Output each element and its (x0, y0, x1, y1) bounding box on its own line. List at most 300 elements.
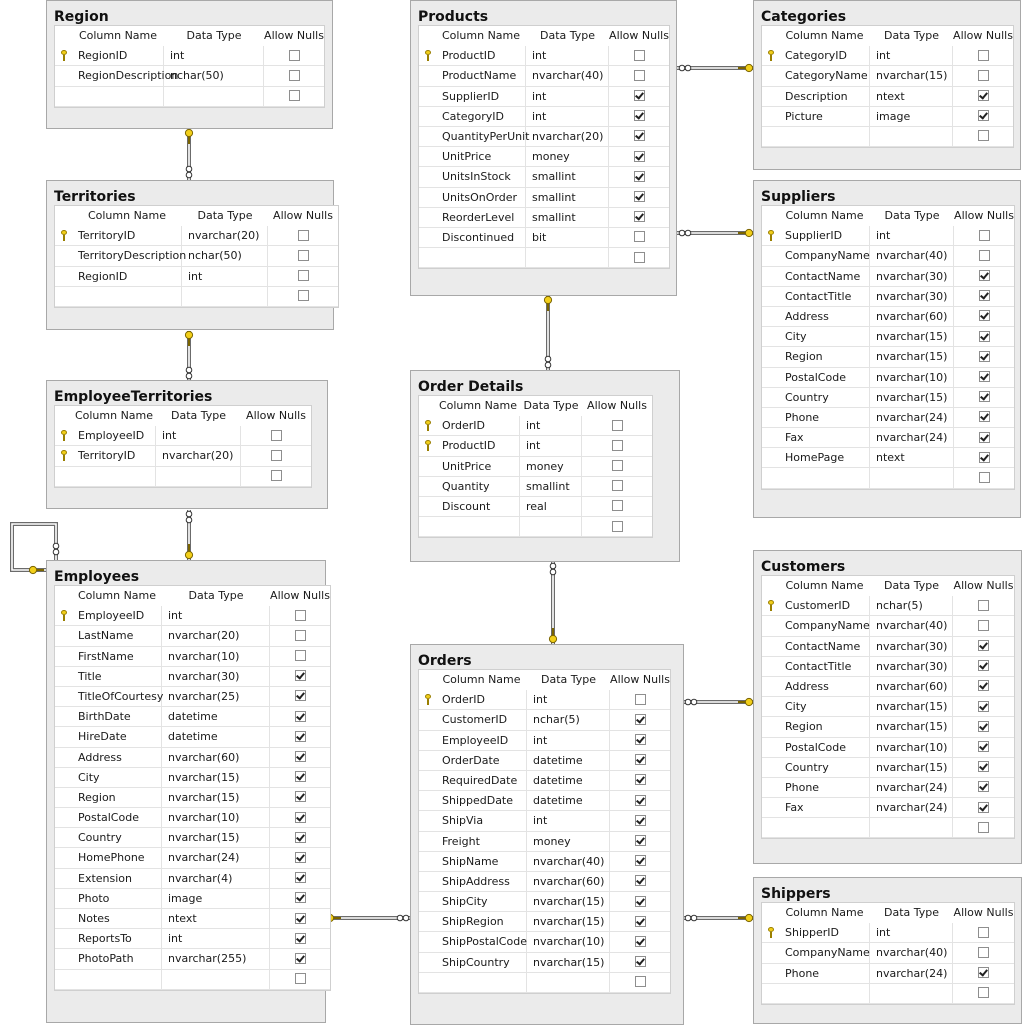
data-type-cell[interactable] (527, 973, 610, 993)
allow-nulls-cell[interactable] (953, 778, 1014, 798)
column-row[interactable] (419, 710, 670, 730)
allow-nulls-cell[interactable] (610, 731, 670, 751)
data-type-cell[interactable]: money (526, 147, 609, 167)
allow-nulls-cell[interactable] (610, 771, 670, 791)
allow-nulls-cell[interactable] (270, 768, 330, 788)
allow-nulls-checkbox[interactable] (634, 252, 645, 263)
row-selector[interactable] (55, 929, 72, 949)
allow-nulls-checkbox[interactable] (295, 690, 306, 701)
data-type-cell[interactable]: nchar(5) (527, 710, 610, 730)
allow-nulls-cell[interactable] (953, 964, 1014, 984)
new-column-row[interactable] (419, 973, 670, 993)
data-type-cell[interactable]: int (870, 46, 953, 66)
allow-nulls-checkbox[interactable] (298, 230, 309, 241)
data-type-cell[interactable]: nvarchar(15) (870, 347, 954, 367)
column-name-cell[interactable]: HomePhone (72, 848, 162, 868)
allow-nulls-checkbox[interactable] (634, 130, 645, 141)
allow-nulls-cell[interactable] (270, 869, 330, 889)
new-column-row[interactable] (55, 87, 324, 107)
allow-nulls-checkbox[interactable] (295, 650, 306, 661)
column-row[interactable] (419, 416, 652, 436)
allow-nulls-cell[interactable] (270, 727, 330, 747)
column-row[interactable] (55, 929, 330, 949)
data-type-cell[interactable]: int (182, 267, 268, 287)
column-row[interactable] (762, 388, 1014, 408)
data-type-cell[interactable]: nvarchar(60) (162, 748, 270, 768)
allow-nulls-cell[interactable] (954, 448, 1014, 468)
column-name-cell[interactable]: Discontinued (436, 228, 526, 248)
column-row[interactable] (762, 758, 1014, 778)
data-type-cell[interactable]: int (526, 107, 609, 127)
row-selector[interactable] (762, 448, 779, 468)
allow-nulls-cell[interactable] (610, 892, 670, 912)
column-name-cell[interactable]: UnitPrice (436, 147, 526, 167)
column-row[interactable] (419, 107, 669, 127)
allow-nulls-cell[interactable] (270, 848, 330, 868)
row-selector[interactable] (419, 932, 436, 952)
allow-nulls-checkbox[interactable] (978, 660, 989, 671)
data-type-cell[interactable]: real (520, 497, 582, 517)
allow-nulls-cell[interactable] (610, 710, 670, 730)
allow-nulls-checkbox[interactable] (635, 855, 646, 866)
column-row[interactable] (762, 596, 1014, 616)
allow-nulls-cell[interactable] (953, 798, 1014, 818)
allow-nulls-checkbox[interactable] (978, 50, 989, 61)
data-type-cell[interactable]: int (527, 731, 610, 751)
allow-nulls-checkbox[interactable] (295, 610, 306, 621)
column-name-cell[interactable]: ShipRegion (436, 912, 527, 932)
allow-nulls-checkbox[interactable] (978, 741, 989, 752)
column-row[interactable] (55, 267, 338, 287)
column-name-cell[interactable]: UnitsOnOrder (436, 188, 526, 208)
allow-nulls-checkbox[interactable] (635, 795, 646, 806)
column-name-cell[interactable]: CategoryID (436, 107, 526, 127)
row-selector[interactable] (762, 127, 779, 147)
data-type-cell[interactable]: money (520, 457, 582, 477)
data-type-cell[interactable]: smallint (526, 188, 609, 208)
column-row[interactable] (55, 768, 330, 788)
allow-nulls-cell[interactable] (609, 46, 669, 66)
row-selector[interactable] (419, 832, 436, 852)
allow-nulls-checkbox[interactable] (635, 936, 646, 947)
data-type-cell[interactable]: nvarchar(40) (526, 66, 609, 86)
allow-nulls-cell[interactable] (270, 707, 330, 727)
column-name-cell[interactable]: Country (779, 388, 870, 408)
column-name-cell[interactable]: PostalCode (779, 368, 870, 388)
data-type-cell[interactable]: nvarchar(20) (526, 127, 609, 147)
column-name-cell[interactable]: Region (779, 717, 870, 737)
column-row[interactable] (55, 626, 330, 646)
row-selector[interactable] (55, 606, 72, 626)
table-territories[interactable] (46, 180, 334, 330)
column-name-cell[interactable]: ShipAddress (436, 872, 527, 892)
column-name-cell[interactable] (72, 287, 182, 307)
column-row[interactable] (419, 46, 669, 66)
allow-nulls-checkbox[interactable] (295, 852, 306, 863)
row-selector[interactable] (762, 923, 779, 943)
allow-nulls-cell[interactable] (954, 226, 1014, 246)
row-selector[interactable] (55, 828, 72, 848)
data-type-cell[interactable]: nvarchar(20) (162, 626, 270, 646)
data-type-cell[interactable]: nvarchar(15) (870, 717, 953, 737)
data-type-cell[interactable]: nvarchar(10) (162, 647, 270, 667)
data-type-cell[interactable]: money (527, 832, 610, 852)
allow-nulls-cell[interactable] (610, 791, 670, 811)
column-name-cell[interactable]: Country (779, 758, 870, 778)
column-row[interactable] (762, 246, 1014, 266)
column-row[interactable] (419, 791, 670, 811)
allow-nulls-checkbox[interactable] (978, 987, 989, 998)
column-row[interactable] (419, 731, 670, 751)
row-selector[interactable] (419, 87, 436, 107)
allow-nulls-cell[interactable] (609, 248, 669, 268)
column-name-cell[interactable]: SupplierID (779, 226, 870, 246)
data-type-cell[interactable]: nvarchar(30) (870, 287, 954, 307)
row-selector[interactable] (419, 208, 436, 228)
column-row[interactable] (762, 637, 1014, 657)
row-selector[interactable] (55, 426, 72, 446)
row-selector[interactable] (419, 167, 436, 187)
data-type-cell[interactable]: nvarchar(15) (162, 788, 270, 808)
column-name-cell[interactable]: Country (72, 828, 162, 848)
column-row[interactable] (419, 912, 670, 932)
row-selector[interactable] (419, 811, 436, 831)
column-name-cell[interactable] (72, 467, 156, 487)
data-type-cell[interactable]: datetime (527, 771, 610, 791)
column-name-cell[interactable]: ShippedDate (436, 791, 527, 811)
allow-nulls-checkbox[interactable] (979, 310, 990, 321)
allow-nulls-checkbox[interactable] (978, 761, 989, 772)
column-name-cell[interactable]: City (779, 327, 870, 347)
allow-nulls-cell[interactable] (241, 467, 311, 487)
allow-nulls-cell[interactable] (610, 852, 670, 872)
row-selector[interactable] (762, 347, 779, 367)
column-row[interactable] (55, 426, 311, 446)
allow-nulls-cell[interactable] (609, 107, 669, 127)
allow-nulls-cell[interactable] (270, 808, 330, 828)
row-selector[interactable] (762, 246, 779, 266)
column-name-cell[interactable] (779, 127, 870, 147)
new-column-row[interactable] (762, 468, 1014, 488)
allow-nulls-checkbox[interactable] (978, 640, 989, 651)
column-name-cell[interactable]: Phone (779, 778, 870, 798)
new-column-row[interactable] (55, 467, 311, 487)
allow-nulls-cell[interactable] (582, 457, 652, 477)
allow-nulls-checkbox[interactable] (634, 50, 645, 61)
allow-nulls-cell[interactable] (270, 687, 330, 707)
allow-nulls-checkbox[interactable] (635, 875, 646, 886)
column-name-cell[interactable]: PostalCode (72, 808, 162, 828)
data-type-cell[interactable]: nvarchar(24) (870, 428, 954, 448)
column-name-cell[interactable]: Notes (72, 909, 162, 929)
allow-nulls-cell[interactable] (241, 446, 311, 466)
new-column-row[interactable] (762, 818, 1014, 838)
allow-nulls-cell[interactable] (953, 943, 1014, 963)
allow-nulls-cell[interactable] (270, 748, 330, 768)
column-name-cell[interactable]: Fax (779, 428, 870, 448)
column-name-cell[interactable]: ProductID (436, 46, 526, 66)
row-selector[interactable] (55, 467, 72, 487)
allow-nulls-checkbox[interactable] (979, 432, 990, 443)
data-type-cell[interactable]: nvarchar(24) (870, 778, 953, 798)
row-selector[interactable] (762, 307, 779, 327)
row-selector[interactable] (762, 408, 779, 428)
column-row[interactable] (762, 226, 1014, 246)
new-column-row[interactable] (55, 970, 330, 990)
allow-nulls-checkbox[interactable] (978, 110, 989, 121)
allow-nulls-checkbox[interactable] (979, 351, 990, 362)
allow-nulls-cell[interactable] (270, 909, 330, 929)
row-selector[interactable] (419, 228, 436, 248)
row-selector[interactable] (762, 107, 779, 127)
column-row[interactable] (419, 457, 652, 477)
allow-nulls-cell[interactable] (953, 758, 1014, 778)
allow-nulls-cell[interactable] (268, 226, 338, 246)
allow-nulls-checkbox[interactable] (612, 480, 623, 491)
table-categories[interactable] (753, 0, 1021, 170)
column-name-cell[interactable]: OrderDate (436, 751, 527, 771)
allow-nulls-cell[interactable] (954, 327, 1014, 347)
column-name-cell[interactable]: RegionID (72, 46, 164, 66)
data-type-cell[interactable] (870, 818, 953, 838)
allow-nulls-cell[interactable] (954, 307, 1014, 327)
row-selector[interactable] (419, 852, 436, 872)
allow-nulls-cell[interactable] (953, 717, 1014, 737)
column-name-cell[interactable]: OrderID (436, 690, 527, 710)
row-selector[interactable] (762, 984, 779, 1004)
allow-nulls-checkbox[interactable] (295, 791, 306, 802)
allow-nulls-checkbox[interactable] (979, 452, 990, 463)
row-selector[interactable] (419, 127, 436, 147)
data-type-cell[interactable]: nvarchar(10) (870, 738, 953, 758)
row-selector[interactable] (762, 468, 779, 488)
column-name-cell[interactable]: TerritoryID (72, 226, 182, 246)
allow-nulls-checkbox[interactable] (635, 714, 646, 725)
column-row[interactable] (762, 66, 1013, 86)
column-row[interactable] (762, 923, 1014, 943)
row-selector[interactable] (419, 872, 436, 892)
allow-nulls-cell[interactable] (582, 477, 652, 497)
column-name-cell[interactable]: TitleOfCourtesy (72, 687, 162, 707)
allow-nulls-cell[interactable] (953, 738, 1014, 758)
data-type-cell[interactable]: nvarchar(40) (870, 943, 953, 963)
row-selector[interactable] (419, 436, 436, 456)
allow-nulls-checkbox[interactable] (635, 835, 646, 846)
allow-nulls-cell[interactable] (270, 606, 330, 626)
column-row[interactable] (55, 46, 324, 66)
column-name-cell[interactable]: ProductID (436, 436, 520, 456)
allow-nulls-checkbox[interactable] (635, 774, 646, 785)
allow-nulls-cell[interactable] (610, 811, 670, 831)
data-type-cell[interactable]: int (156, 426, 241, 446)
data-type-cell[interactable]: nvarchar(15) (527, 953, 610, 973)
row-selector[interactable] (419, 731, 436, 751)
data-type-cell[interactable] (526, 248, 609, 268)
column-name-cell[interactable]: UnitsInStock (436, 167, 526, 187)
column-row[interactable] (55, 687, 330, 707)
column-row[interactable] (55, 647, 330, 667)
allow-nulls-cell[interactable] (582, 497, 652, 517)
data-type-cell[interactable]: nvarchar(30) (162, 667, 270, 687)
allow-nulls-checkbox[interactable] (634, 191, 645, 202)
row-selector[interactable] (419, 107, 436, 127)
column-name-cell[interactable]: PhotoPath (72, 949, 162, 969)
column-name-cell[interactable]: ProductName (436, 66, 526, 86)
data-type-cell[interactable]: smallint (526, 208, 609, 228)
column-name-cell[interactable] (72, 87, 164, 107)
column-row[interactable] (762, 307, 1014, 327)
data-type-cell[interactable]: datetime (162, 727, 270, 747)
allow-nulls-checkbox[interactable] (634, 211, 645, 222)
allow-nulls-checkbox[interactable] (978, 947, 989, 958)
column-name-cell[interactable]: ContactTitle (779, 657, 870, 677)
row-selector[interactable] (55, 687, 72, 707)
column-name-cell[interactable]: Address (779, 307, 870, 327)
column-row[interactable] (419, 208, 669, 228)
allow-nulls-cell[interactable] (610, 973, 670, 993)
row-selector[interactable] (762, 778, 779, 798)
column-name-cell[interactable]: Discount (436, 497, 520, 517)
allow-nulls-cell[interactable] (609, 167, 669, 187)
row-selector[interactable] (55, 626, 72, 646)
column-name-cell[interactable]: SupplierID (436, 87, 526, 107)
column-row[interactable] (762, 717, 1014, 737)
allow-nulls-checkbox[interactable] (271, 470, 282, 481)
column-row[interactable] (762, 697, 1014, 717)
data-type-cell[interactable]: nvarchar(255) (162, 949, 270, 969)
data-type-cell[interactable]: int (520, 416, 582, 436)
data-type-cell[interactable]: nvarchar(15) (162, 768, 270, 788)
data-type-cell[interactable]: int (520, 436, 582, 456)
row-selector[interactable] (762, 226, 779, 246)
new-column-row[interactable] (762, 984, 1014, 1004)
allow-nulls-cell[interactable] (270, 667, 330, 687)
column-row[interactable] (419, 167, 669, 187)
row-selector[interactable] (419, 771, 436, 791)
allow-nulls-checkbox[interactable] (295, 751, 306, 762)
column-row[interactable] (55, 667, 330, 687)
allow-nulls-checkbox[interactable] (289, 90, 300, 101)
data-type-cell[interactable]: datetime (527, 751, 610, 771)
allow-nulls-cell[interactable] (953, 923, 1014, 943)
row-selector[interactable] (762, 87, 779, 107)
allow-nulls-cell[interactable] (264, 87, 324, 107)
allow-nulls-cell[interactable] (270, 647, 330, 667)
allow-nulls-checkbox[interactable] (635, 694, 646, 705)
column-row[interactable] (419, 811, 670, 831)
allow-nulls-checkbox[interactable] (298, 250, 309, 261)
allow-nulls-cell[interactable] (610, 751, 670, 771)
column-row[interactable] (762, 107, 1013, 127)
column-name-cell[interactable]: PostalCode (779, 738, 870, 758)
column-name-cell[interactable]: CompanyName (779, 943, 870, 963)
data-type-cell[interactable]: nvarchar(24) (162, 848, 270, 868)
column-name-cell[interactable]: Region (72, 788, 162, 808)
data-type-cell[interactable]: nvarchar(30) (870, 637, 953, 657)
column-name-cell[interactable]: ShipPostalCode (436, 932, 527, 952)
allow-nulls-checkbox[interactable] (295, 670, 306, 681)
column-row[interactable] (419, 771, 670, 791)
allow-nulls-cell[interactable] (270, 929, 330, 949)
row-selector[interactable] (419, 710, 436, 730)
column-row[interactable] (419, 127, 669, 147)
data-type-cell[interactable] (162, 970, 270, 990)
allow-nulls-checkbox[interactable] (295, 832, 306, 843)
allow-nulls-cell[interactable] (268, 287, 338, 307)
column-name-cell[interactable]: RegionDescription (72, 66, 164, 86)
allow-nulls-checkbox[interactable] (979, 391, 990, 402)
allow-nulls-checkbox[interactable] (978, 822, 989, 833)
row-selector[interactable] (419, 477, 436, 497)
allow-nulls-checkbox[interactable] (289, 50, 300, 61)
allow-nulls-cell[interactable] (270, 970, 330, 990)
row-selector[interactable] (55, 446, 72, 466)
column-row[interactable] (419, 932, 670, 952)
allow-nulls-cell[interactable] (954, 368, 1014, 388)
column-row[interactable] (55, 66, 324, 86)
column-name-cell[interactable]: Address (72, 748, 162, 768)
column-row[interactable] (55, 788, 330, 808)
data-type-cell[interactable]: nvarchar(40) (870, 616, 953, 636)
allow-nulls-checkbox[interactable] (295, 771, 306, 782)
data-type-cell[interactable]: nchar(50) (164, 66, 264, 86)
row-selector[interactable] (762, 428, 779, 448)
data-type-cell[interactable]: nvarchar(15) (527, 892, 610, 912)
column-row[interactable] (762, 448, 1014, 468)
data-type-cell[interactable]: nvarchar(60) (870, 307, 954, 327)
allow-nulls-checkbox[interactable] (978, 967, 989, 978)
allow-nulls-checkbox[interactable] (295, 892, 306, 903)
row-selector[interactable] (762, 388, 779, 408)
row-selector[interactable] (419, 791, 436, 811)
column-row[interactable] (419, 852, 670, 872)
allow-nulls-cell[interactable] (954, 246, 1014, 266)
row-selector[interactable] (55, 707, 72, 727)
column-row[interactable] (419, 690, 670, 710)
allow-nulls-checkbox[interactable] (979, 270, 990, 281)
column-row[interactable] (55, 446, 311, 466)
allow-nulls-checkbox[interactable] (978, 927, 989, 938)
row-selector[interactable] (419, 892, 436, 912)
allow-nulls-checkbox[interactable] (271, 450, 282, 461)
column-row[interactable] (762, 778, 1014, 798)
row-selector[interactable] (762, 964, 779, 984)
row-selector[interactable] (55, 889, 72, 909)
allow-nulls-checkbox[interactable] (979, 411, 990, 422)
data-type-cell[interactable]: nvarchar(24) (870, 408, 954, 428)
allow-nulls-cell[interactable] (953, 818, 1014, 838)
allow-nulls-cell[interactable] (610, 690, 670, 710)
allow-nulls-checkbox[interactable] (295, 913, 306, 924)
column-name-cell[interactable]: OrderID (436, 416, 520, 436)
allow-nulls-checkbox[interactable] (634, 70, 645, 81)
allow-nulls-checkbox[interactable] (635, 734, 646, 745)
column-name-cell[interactable]: Phone (779, 408, 870, 428)
allow-nulls-checkbox[interactable] (289, 70, 300, 81)
column-row[interactable] (762, 677, 1014, 697)
data-type-cell[interactable]: datetime (527, 791, 610, 811)
data-type-cell[interactable]: nvarchar(30) (870, 657, 953, 677)
allow-nulls-cell[interactable] (582, 436, 652, 456)
column-name-cell[interactable]: RegionID (72, 267, 182, 287)
allow-nulls-cell[interactable] (953, 596, 1014, 616)
data-type-cell[interactable]: image (162, 889, 270, 909)
allow-nulls-cell[interactable] (954, 267, 1014, 287)
allow-nulls-checkbox[interactable] (979, 250, 990, 261)
allow-nulls-checkbox[interactable] (612, 440, 623, 451)
column-row[interactable] (55, 869, 330, 889)
row-selector[interactable] (55, 808, 72, 828)
